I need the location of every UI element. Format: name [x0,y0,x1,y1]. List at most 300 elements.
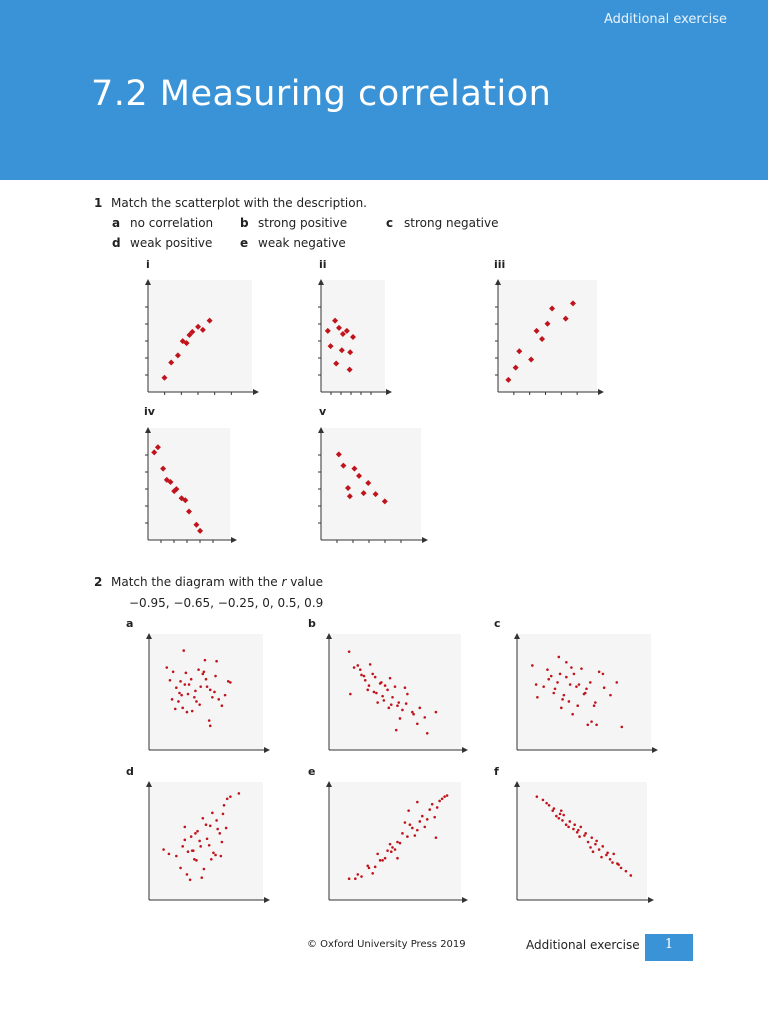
scatterplot-ii [313,276,393,400]
option-text: weak positive [130,236,213,250]
data-point [548,804,551,807]
data-point [198,840,201,843]
data-point [224,694,227,697]
data-point [426,818,429,821]
plot-label-ii: ii [319,258,327,271]
data-point [386,689,389,692]
data-point [360,875,363,878]
data-point [203,868,206,871]
data-point [545,802,548,805]
data-point [396,857,399,860]
data-point [186,711,189,714]
data-point [612,853,615,856]
footer-copyright: © Oxford University Press 2019 [307,939,466,950]
data-point [433,816,436,819]
data-point [436,806,439,809]
data-point [401,709,404,712]
x-axis-arrow [462,747,468,753]
data-point [421,815,424,818]
data-point [179,867,182,870]
data-point [376,853,379,856]
data-point [208,844,211,847]
data-point [601,845,604,848]
data-point [190,678,193,681]
data-point [185,672,188,675]
data-point [399,842,402,845]
option-letter: e [240,236,249,250]
data-point [348,650,351,653]
data-point [381,859,384,862]
diagram-a [141,630,271,758]
data-point [179,680,182,683]
data-point [559,813,562,816]
data-point [554,687,557,690]
data-point [609,694,612,697]
option-letter: b [240,216,249,230]
data-point [546,668,549,671]
data-point [197,668,200,671]
x-axis-arrow [598,389,604,395]
data-point [411,711,414,714]
data-point [414,834,417,837]
data-point [590,720,593,723]
data-point [598,671,601,674]
data-point [536,795,539,798]
question-number: 1 [94,196,103,210]
plot-area [321,428,421,540]
data-point [217,698,220,701]
data-point [191,849,194,852]
x-axis-arrow [648,897,654,903]
data-point [191,710,194,713]
data-point [576,704,579,707]
data-point [181,707,184,710]
data-point [617,863,620,866]
data-point [386,849,389,852]
plot-label-i: i [146,258,150,271]
data-point [423,826,426,829]
data-point [200,876,203,879]
data-point [364,679,367,682]
data-point [391,696,394,699]
data-point [428,808,431,811]
data-point [397,701,400,704]
prompt-text-end: value [286,575,323,589]
data-point [215,819,218,822]
data-point [406,835,409,838]
data-point [572,828,575,831]
data-point [190,835,193,838]
diagram-f [509,778,655,908]
data-point [212,852,215,855]
data-point [353,666,356,669]
data-point [381,695,384,698]
diagram-b [321,630,469,758]
data-point [174,708,177,711]
data-point [169,679,172,682]
data-point [553,807,556,810]
data-point [625,870,628,873]
data-point [162,848,165,851]
data-point [384,684,387,687]
data-point [595,724,598,727]
data-point [186,873,189,876]
option-text: weak negative [258,236,346,250]
data-point [226,798,229,801]
data-point [360,674,363,677]
data-point [561,819,564,822]
data-point [180,694,183,697]
data-point [552,692,555,695]
data-point [357,664,360,667]
data-point [587,841,590,844]
data-point [187,693,190,696]
data-point [416,829,419,832]
data-point [202,817,205,820]
data-point [193,696,196,699]
data-point [206,837,209,840]
data-point [222,813,225,816]
diagram-label-d: d [126,765,134,778]
data-point [205,823,208,826]
data-point [419,820,422,823]
data-point [205,678,208,681]
plot-label-iv: iv [144,405,155,418]
diagram-label-b: b [308,617,316,630]
data-point [394,848,397,851]
r-values-list: −0.95, −0.65, −0.25, 0, 0.5, 0.9 [129,596,324,610]
data-point [206,685,209,688]
option-text: strong negative [404,216,499,230]
data-point [558,656,561,659]
data-point [184,826,187,829]
data-point [223,804,226,807]
x-axis-arrow [386,389,392,395]
footer-label: Additional exercise [526,938,640,952]
data-point [578,683,581,686]
data-point [594,843,597,846]
plot-area [148,428,230,540]
x-axis-arrow [652,747,658,753]
data-point [214,675,217,678]
data-point [584,832,587,835]
header-tag: Additional exercise [603,12,727,27]
data-point [603,686,606,689]
data-point [405,702,408,705]
data-point [214,854,217,857]
data-point [407,809,410,812]
data-point [195,700,198,703]
plot-area [498,280,597,392]
data-point [196,830,199,833]
data-point [435,836,438,839]
option-text: strong positive [258,216,348,230]
data-point [615,681,618,684]
data-point [594,701,597,704]
data-point [423,716,426,719]
data-point [379,859,382,862]
data-point [620,867,623,870]
data-point [419,707,422,710]
data-point [621,726,624,729]
option-letter: d [112,236,121,250]
diagram-e [321,778,469,908]
data-point [593,704,596,707]
data-point [426,732,429,735]
data-point [225,827,228,830]
option-letter: a [112,216,121,230]
data-point [209,689,212,692]
data-point [368,867,371,870]
x-axis-arrow [231,537,237,543]
data-point [565,661,568,664]
data-point [555,815,558,818]
data-point [165,666,168,669]
data-point [184,683,187,686]
data-point [211,696,214,699]
plot-area [517,782,647,900]
data-point [216,828,219,831]
data-point [380,681,383,684]
data-point [590,836,593,839]
data-point [406,693,409,696]
data-point [182,649,185,652]
data-point [611,861,614,864]
prompt-text: Match the diagram with the [111,575,282,589]
data-point [602,673,605,676]
data-point [215,660,218,663]
data-point [547,678,550,681]
data-point [371,872,374,875]
option-c [386,216,499,230]
option-b [240,216,347,230]
scatterplot-i [140,276,260,400]
data-point [390,850,393,853]
data-point [366,689,369,692]
data-point [363,675,366,678]
data-point [195,859,198,862]
data-point [229,681,232,684]
data-point [229,795,232,798]
data-point [556,681,559,684]
data-point [399,717,402,720]
diagram-c [509,630,659,758]
data-point [220,855,223,858]
data-point [609,858,612,861]
plot-label-v: v [319,405,327,418]
plot-area [149,634,263,750]
plot-label-iii: iii [494,258,506,271]
data-point [535,683,538,686]
data-point [563,694,566,697]
data-point [577,829,580,832]
data-point [359,668,362,671]
data-point [559,673,562,676]
data-point [396,704,399,707]
data-point [586,724,589,727]
data-point [575,685,578,688]
data-point [218,832,221,835]
data-point [383,699,386,702]
data-point [349,693,352,696]
data-point [181,845,184,848]
data-point [573,673,576,676]
data-point [589,681,592,684]
data-point [371,673,374,676]
data-point [211,812,214,815]
plot-area [148,280,252,392]
data-point [567,826,570,829]
data-point [531,664,534,667]
diagram-label-f: f [494,765,499,778]
plot-area [517,634,651,750]
data-point [209,725,212,728]
plot-area [149,782,263,900]
question-prompt: Match the scatterplot with the description. [111,196,367,210]
data-point [630,874,633,877]
data-point [177,700,180,703]
data-point [199,845,202,848]
data-point [536,696,539,699]
prompt-variable: r [281,575,287,589]
x-axis-arrow [462,897,468,903]
data-point [396,841,399,844]
data-point [172,671,175,674]
data-point [184,839,187,842]
data-point [199,685,202,688]
option-letter: c [386,216,394,230]
data-point [580,667,583,670]
data-point [570,666,573,669]
data-point [209,825,212,828]
data-point [435,711,438,714]
data-point [585,687,588,690]
data-point [595,840,598,843]
data-point [391,846,394,849]
data-point [375,692,378,695]
data-point [395,729,398,732]
data-point [175,686,178,689]
data-point [606,852,609,855]
data-point [561,698,564,701]
data-point [542,799,545,802]
x-axis-arrow [264,897,270,903]
data-point [416,722,419,725]
data-point [389,677,392,680]
data-point [368,684,371,687]
data-point [401,832,404,835]
data-point [569,683,572,686]
option-text: no correlation [130,216,214,230]
option-a [112,216,213,230]
question-number: 2 [94,575,103,589]
data-point [204,659,207,662]
data-point [178,692,181,695]
data-point [565,676,568,679]
data-point [348,877,351,880]
diagram-label-c: c [494,617,501,630]
data-point [198,703,201,706]
data-point [374,676,377,679]
data-point [384,857,387,860]
data-point [373,691,376,694]
data-point [560,809,563,812]
x-axis-arrow [422,537,428,543]
data-point [589,846,592,849]
data-point [568,700,571,703]
data-point [171,698,174,701]
data-point [438,800,441,803]
data-point [565,823,568,826]
data-point [388,707,391,710]
data-point [208,719,211,722]
data-point [369,663,372,666]
data-point [416,801,419,804]
data-point [598,848,601,851]
data-point [394,685,397,688]
option-e [240,236,346,250]
data-point [579,826,582,829]
data-point [411,827,414,830]
data-point [569,820,572,823]
data-point [562,814,565,817]
data-point [175,855,178,858]
page-number: 1 [645,934,693,961]
data-point [578,835,581,838]
data-point [592,850,595,853]
data-point [443,795,446,798]
data-point [194,690,197,693]
x-axis-arrow [253,389,259,395]
data-point [357,873,360,876]
data-point [210,858,213,861]
data-point [550,675,553,678]
data-point [238,792,241,795]
data-point [203,671,206,674]
diagram-label-a: a [126,617,134,630]
option-d [112,236,212,250]
data-point [542,685,545,688]
data-point [404,821,407,824]
diagram-label-e: e [308,765,316,778]
data-point [404,686,407,689]
data-point [389,843,392,846]
data-point [583,693,586,696]
data-point [571,713,574,716]
data-point [188,683,191,686]
data-point [441,798,444,801]
data-point [560,707,563,710]
data-point [189,879,192,882]
data-point [376,701,379,704]
header-banner [0,0,768,180]
x-axis-arrow [264,747,270,753]
data-point [168,853,171,856]
page-title: 7.2 Measuring correlation [91,74,552,114]
scatterplot-iv [140,424,238,548]
scatterplot-v [313,424,429,548]
data-point [213,691,216,694]
data-point [446,794,449,797]
diagram-d [141,778,271,908]
scatterplot-iii [490,276,605,400]
data-point [409,823,412,826]
data-point [374,866,377,869]
question-prompt [111,575,323,589]
data-point [354,877,357,880]
data-point [431,803,434,806]
data-point [390,703,393,706]
